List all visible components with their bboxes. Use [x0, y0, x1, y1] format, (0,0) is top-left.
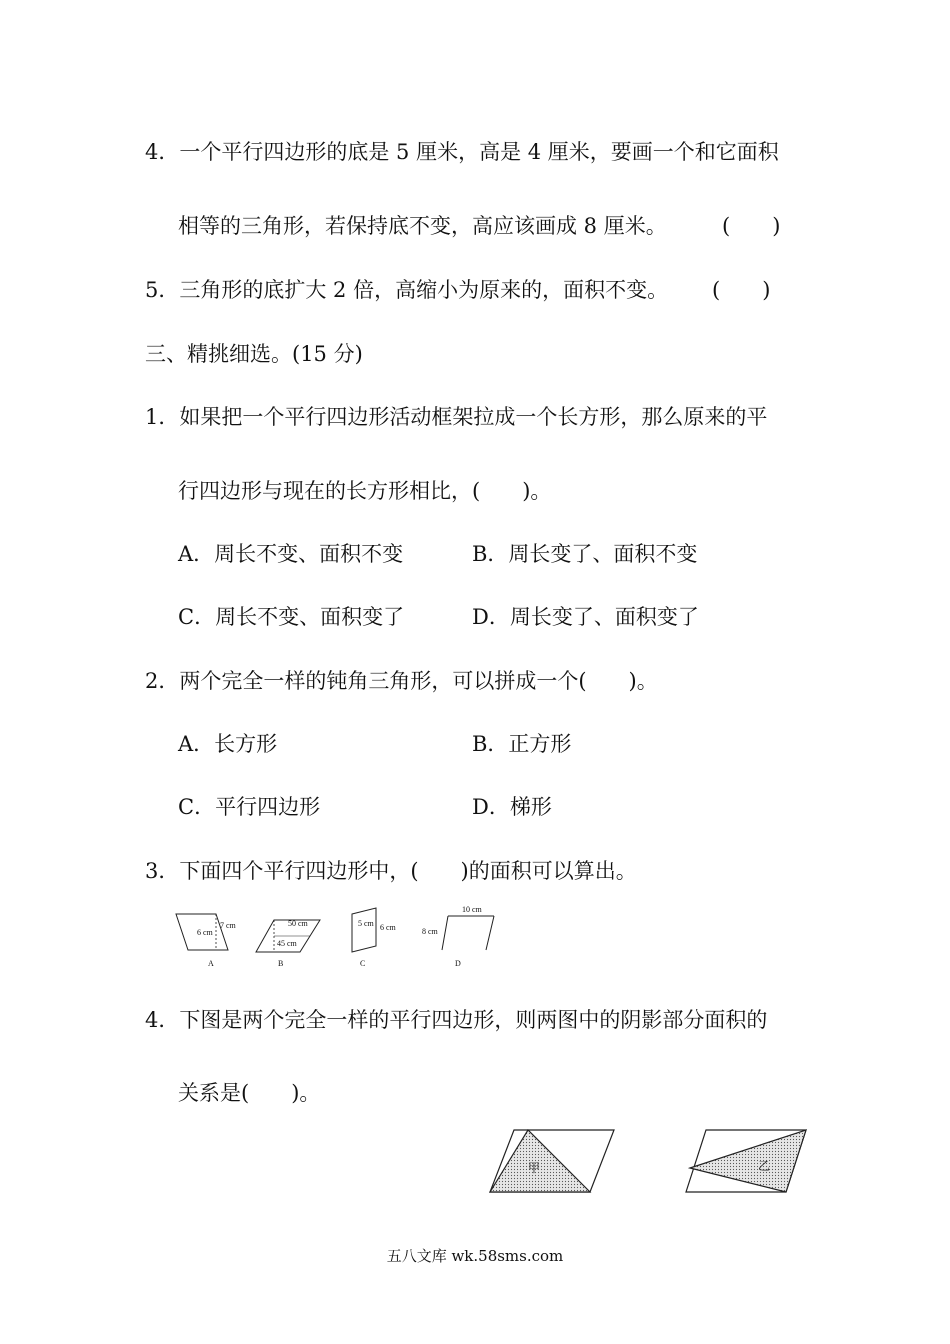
- question-text: 3．下面四个平行四边形中，( )的面积可以算出。: [145, 859, 637, 883]
- dimension-label: 7 cm: [220, 921, 236, 930]
- answer-blank[interactable]: ( ): [722, 214, 781, 238]
- dimension-label: 50 cm: [288, 919, 308, 928]
- question-text: 1．如果把一个平行四边形活动框架拉成一个长方形，那么原来的平: [145, 405, 768, 429]
- option-d[interactable]: D．周长变了、面积变了: [472, 605, 699, 629]
- figure-c: [352, 908, 397, 968]
- answer-blank[interactable]: ( ): [712, 278, 771, 302]
- option-c[interactable]: C．周长不变、面积变了: [178, 605, 405, 629]
- question-text: 4．下图是两个完全一样的平行四边形，则两图中的阴影部分面积的: [145, 1008, 768, 1032]
- dimension-label: 45 cm: [277, 939, 297, 948]
- dimension-label: 10 cm: [462, 905, 482, 914]
- figure-label: B: [278, 959, 284, 968]
- figure-d: [422, 905, 494, 968]
- shaded-label: 甲: [528, 1161, 541, 1175]
- dimension-label: 8 cm: [422, 927, 438, 936]
- option-c[interactable]: C．平行四边形: [178, 795, 321, 819]
- option-a[interactable]: A．长方形: [178, 732, 278, 756]
- option-a[interactable]: A．周长不变、面积不变: [178, 542, 404, 566]
- figure-yi: [686, 1130, 806, 1192]
- figure-label: C: [360, 959, 366, 968]
- option-b[interactable]: B．周长变了、面积不变: [472, 542, 698, 566]
- question-text: 行四边形与现在的长方形相比，( )。: [178, 479, 552, 503]
- question-text: 2．两个完全一样的钝角三角形，可以拼成一个( )。: [145, 669, 658, 693]
- dimension-label: 6 cm: [197, 928, 213, 937]
- q4-figures: [480, 1120, 820, 1200]
- figure-label: D: [455, 959, 461, 968]
- figure-a: [176, 914, 237, 968]
- figure-jia: [490, 1130, 614, 1192]
- question-text: 4．一个平行四边形的底是 5 厘米，高是 4 厘米，要画一个和它面积: [145, 140, 779, 164]
- figure-label: A: [208, 959, 214, 968]
- shaded-label: 乙: [758, 1159, 771, 1173]
- option-d[interactable]: D．梯形: [472, 795, 552, 819]
- q3-figures: [170, 900, 510, 972]
- dimension-label: 5 cm: [358, 919, 374, 928]
- section-heading: 三、精挑细选。(15 分): [145, 342, 363, 366]
- option-b[interactable]: B．正方形: [472, 732, 572, 756]
- question-text: 相等的三角形，若保持底不变，高应该画成 8 厘米。: [178, 214, 667, 238]
- dimension-label: 6 cm: [380, 923, 396, 932]
- question-text: 5．三角形的底扩大 2 倍，高缩小为原来的，面积不变。: [145, 278, 669, 302]
- question-text: 关系是( )。: [178, 1081, 321, 1105]
- figure-b: [256, 919, 320, 968]
- page-footer: 五八文库 wk.58sms.com: [386, 1247, 564, 1265]
